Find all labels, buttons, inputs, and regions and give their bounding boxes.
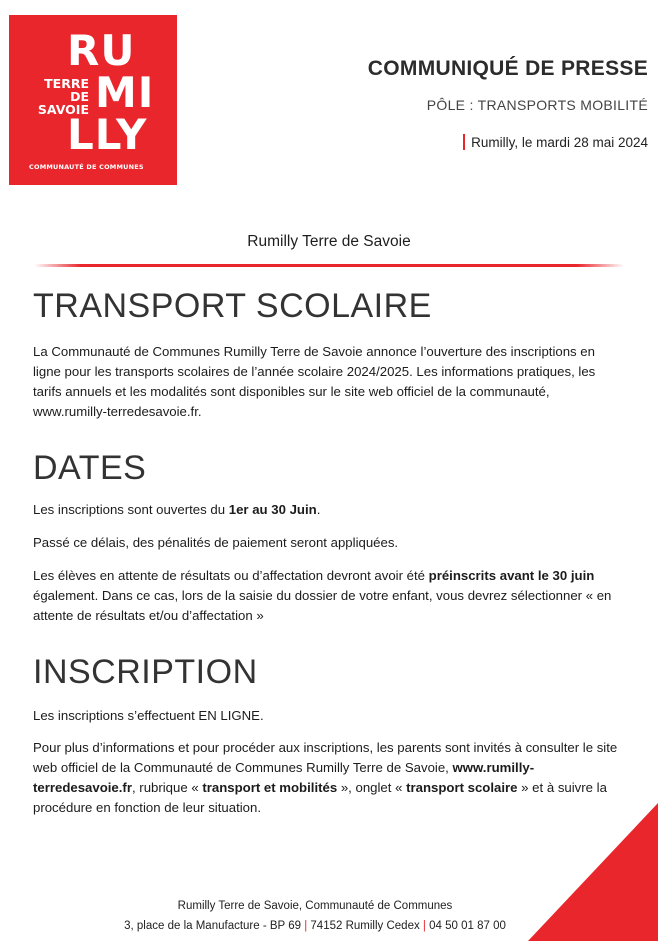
footer-address: 3, place de la Manufacture - BP 69 | 74152 Rumilly Cedex | 04 50 01 87 00 bbox=[124, 920, 506, 932]
press-release-title: COMMUNIQUÉ DE PRESSE bbox=[367, 57, 648, 80]
logo-subtitle: COMMUNAUTÉ DE COMMUNES bbox=[29, 163, 144, 171]
heading-transport-scolaire: TRANSPORT SCOLAIRE bbox=[33, 287, 432, 325]
intro-paragraph: La Communauté de Communes Rumilly Terre de Savoie annonce l’ouverture des inscriptions en ligne pour les transports scolaires de l’année scolaire 2024/2025. Les informations pratiques, les tarifs annuels et les modalités sont disponibles sur le site web officiel de la communauté, www.rumilly-terredesavoie.fr. bbox=[33, 344, 596, 419]
logo-mi: MI bbox=[95, 68, 155, 117]
org-name: Rumilly Terre de Savoie bbox=[247, 233, 411, 250]
heading-dates: DATES bbox=[33, 449, 147, 487]
dates-paragraph-2: Passé ce délais, des pénalités de paiement seront appliquées. bbox=[33, 535, 399, 550]
logo-lly: LLY bbox=[67, 110, 148, 159]
logo-terre-de-savoie: TERRE DE SAVOIE bbox=[37, 76, 89, 117]
footer-org: Rumilly Terre de Savoie, Communauté de Communes bbox=[177, 900, 453, 912]
heading-inscription: INSCRIPTION bbox=[33, 653, 258, 691]
website-link[interactable]: www.rumilly-terredesavoie.fr bbox=[33, 760, 535, 795]
dates-paragraph-1: Les inscriptions sont ouvertes du 1er au 30 Juin. bbox=[33, 502, 321, 517]
dates-paragraph-3: Les élèves en attente de résultats ou d’affectation devront avoir été préinscrits avant le 30 juin également. Dans ce cas, lors de la saisie du dossier de votre enfant, vous devrez sélectionner « en attente de résultats et/ou d’affectation » bbox=[33, 568, 612, 623]
logo bbox=[9, 15, 177, 185]
pole-label: PÔLE : TRANSPORTS MOBILITÉ bbox=[426, 97, 648, 113]
red-divider bbox=[34, 264, 624, 267]
logo-ru: RU bbox=[67, 26, 136, 75]
release-date: Rumilly, le mardi 28 mai 2024 bbox=[463, 134, 648, 150]
inscription-paragraph-1: Les inscriptions s’effectuent EN LIGNE. bbox=[33, 708, 264, 723]
date-accent-bar bbox=[463, 134, 465, 150]
inscription-paragraph-2: Pour plus d’informations et pour procéder aux inscriptions, les parents sont invités à consulter le site web officiel de la Communauté de Communes Rumilly Terre de Savoie, www.rumilly-terredesavoie.fr, rubrique « transport et mobilités », onglet « transport scolaire » et à suivre la procédure en fonction de leur situation. bbox=[33, 740, 618, 815]
